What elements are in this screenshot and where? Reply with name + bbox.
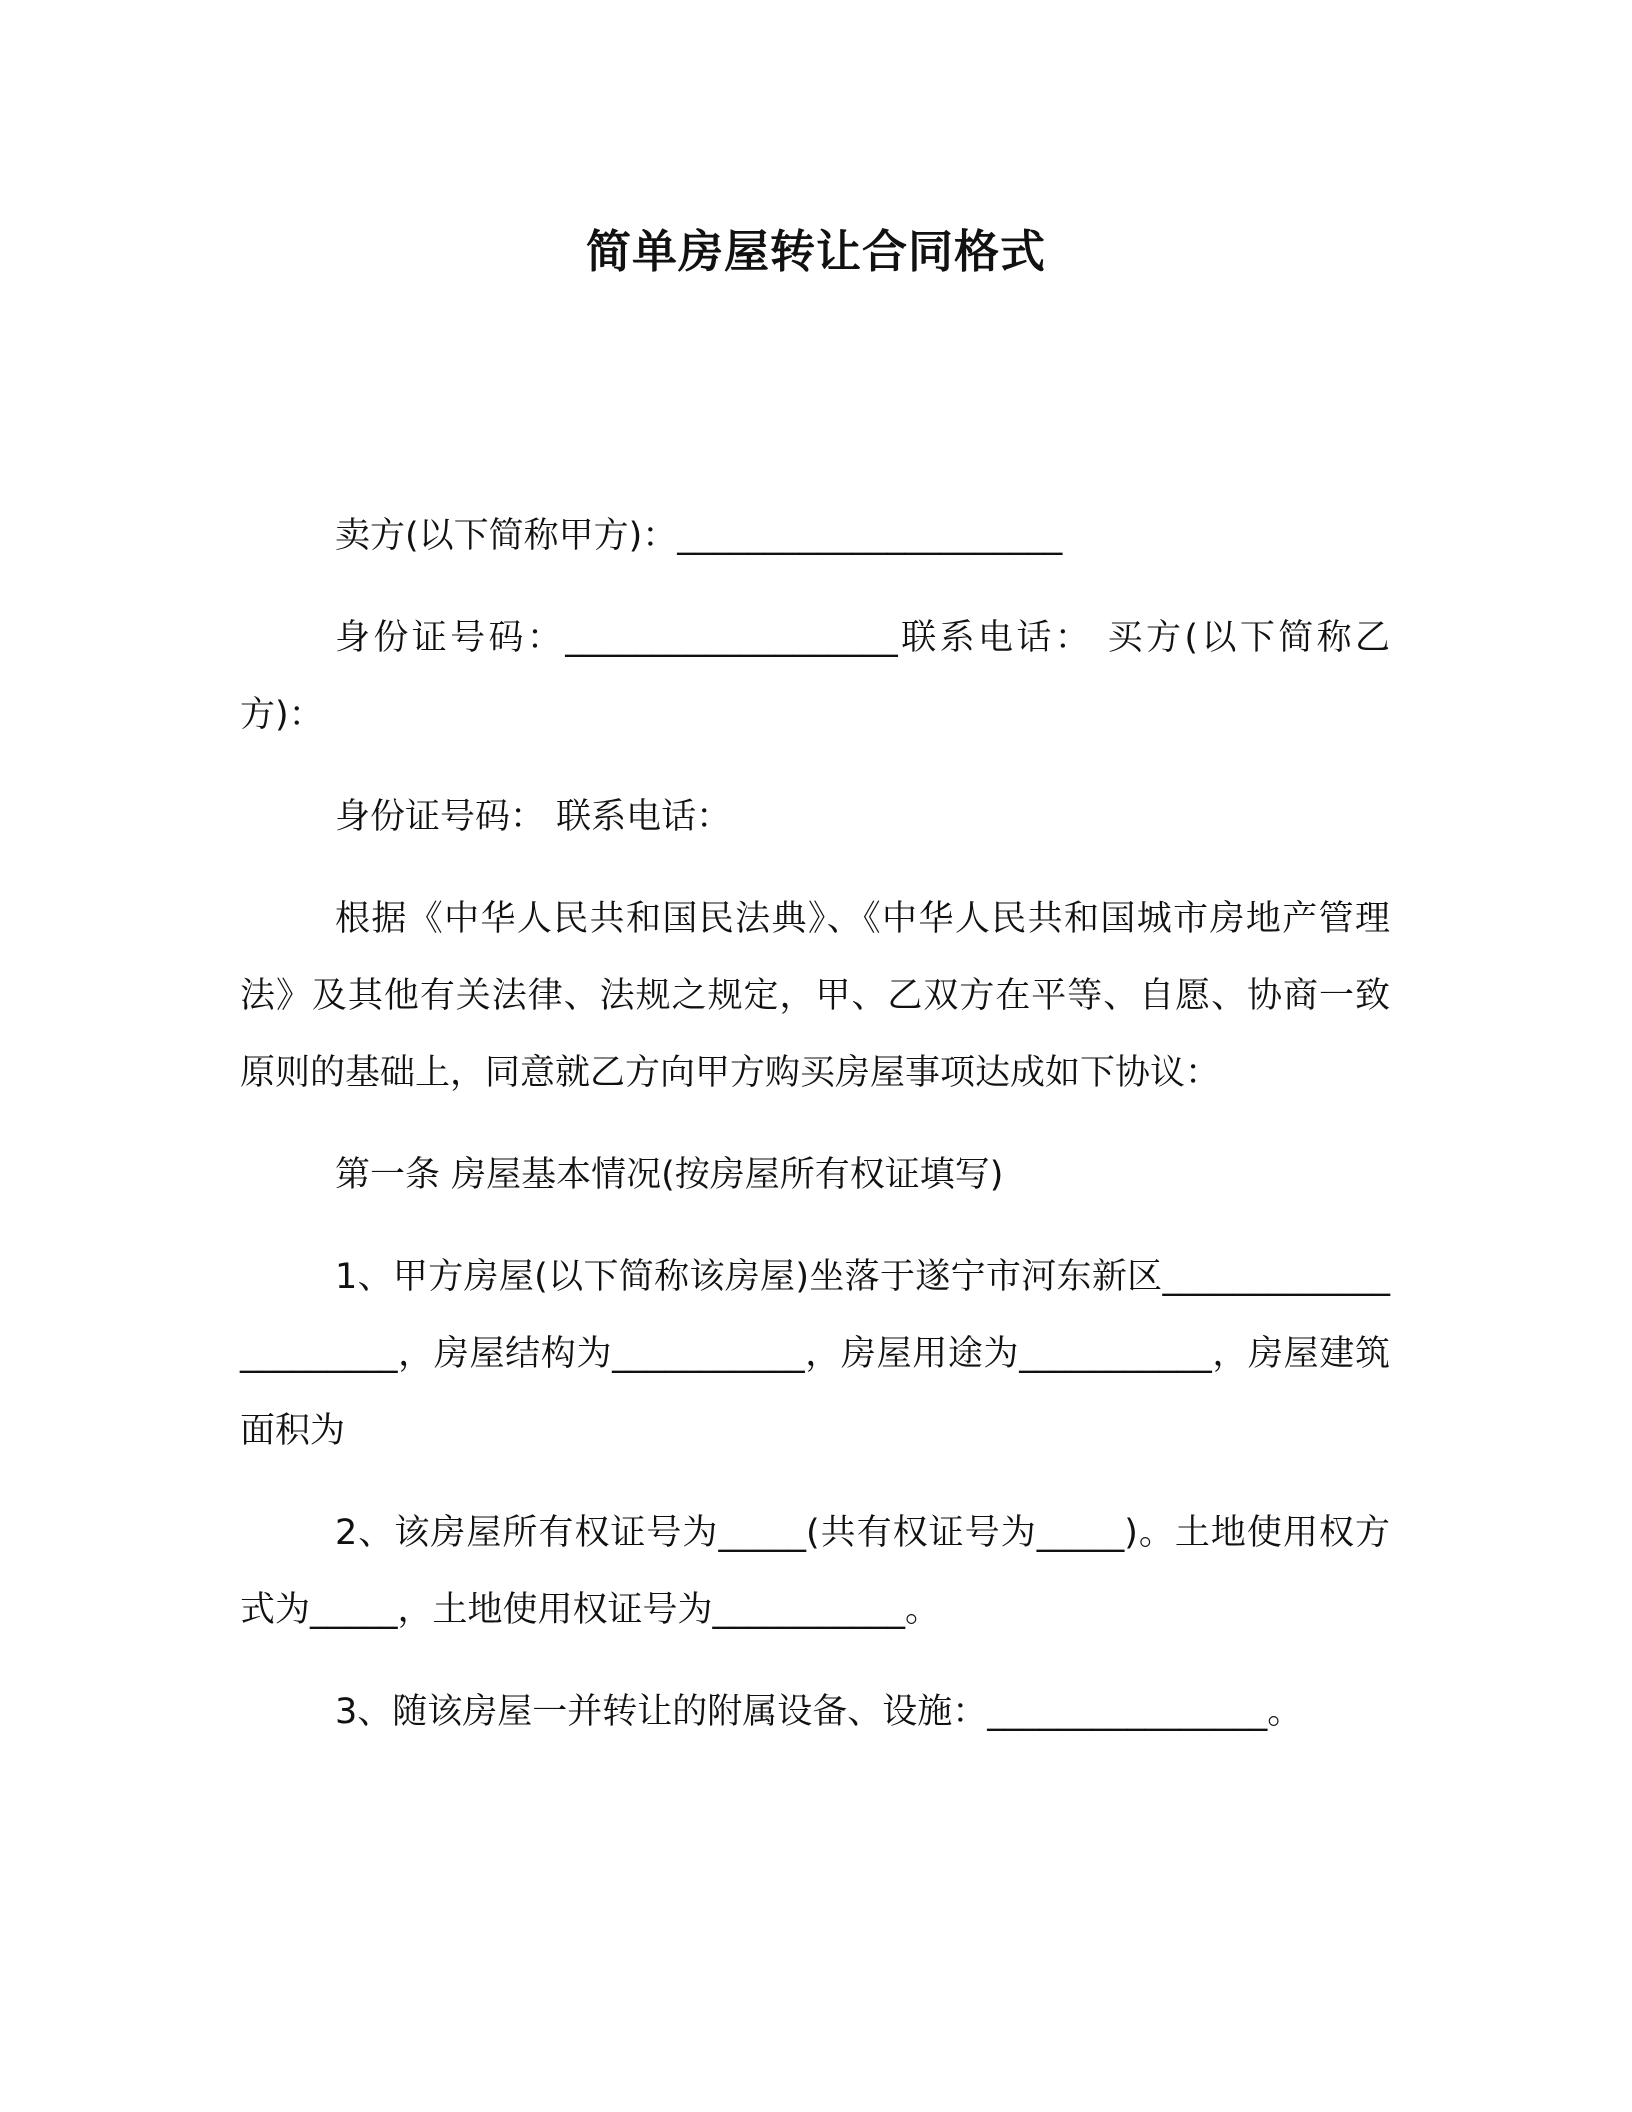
article-one-heading: 第一条 房屋基本情况(按房屋所有权证填写) — [335, 1155, 1004, 1195]
document-body — [240, 498, 1390, 1776]
buyer-id-line: 身份证号码： 联系电话： — [335, 797, 732, 837]
document-title: 简单房屋转让合同格式 — [585, 225, 1046, 278]
seller-line: 卖方(以下简称甲方)：______________________ — [335, 516, 1063, 556]
clause-3: 3、随该房屋一并转让的附属设备、设施：________________。 — [335, 1692, 1303, 1732]
legal-basis-paragraph: 根据《中华人民共和国民法典》、《中华人民共和国城市房地产管理法》及其他有关法律、法规之规定，甲、乙双方在平等、自愿、协商一致原则的基础上，同意就乙方向甲方购买房屋事项达成如下协议： — [240, 899, 1390, 1093]
seller-id-buyer-line: 身份证号码：___________________联系电话： 买方(以下简称乙方)： — [240, 618, 1390, 735]
clause-1: 1、甲方房屋(以下简称该房屋)坐落于遂宁市河东新区______________________，房屋结构为___________，房屋用途为___________，房屋建筑面积为 — [240, 1257, 1390, 1451]
clause-2: 2、该房屋所有权证号为_____(共有权证号为_____)。土地使用权方式为_____，土地使用权证号为___________。 — [240, 1513, 1390, 1630]
